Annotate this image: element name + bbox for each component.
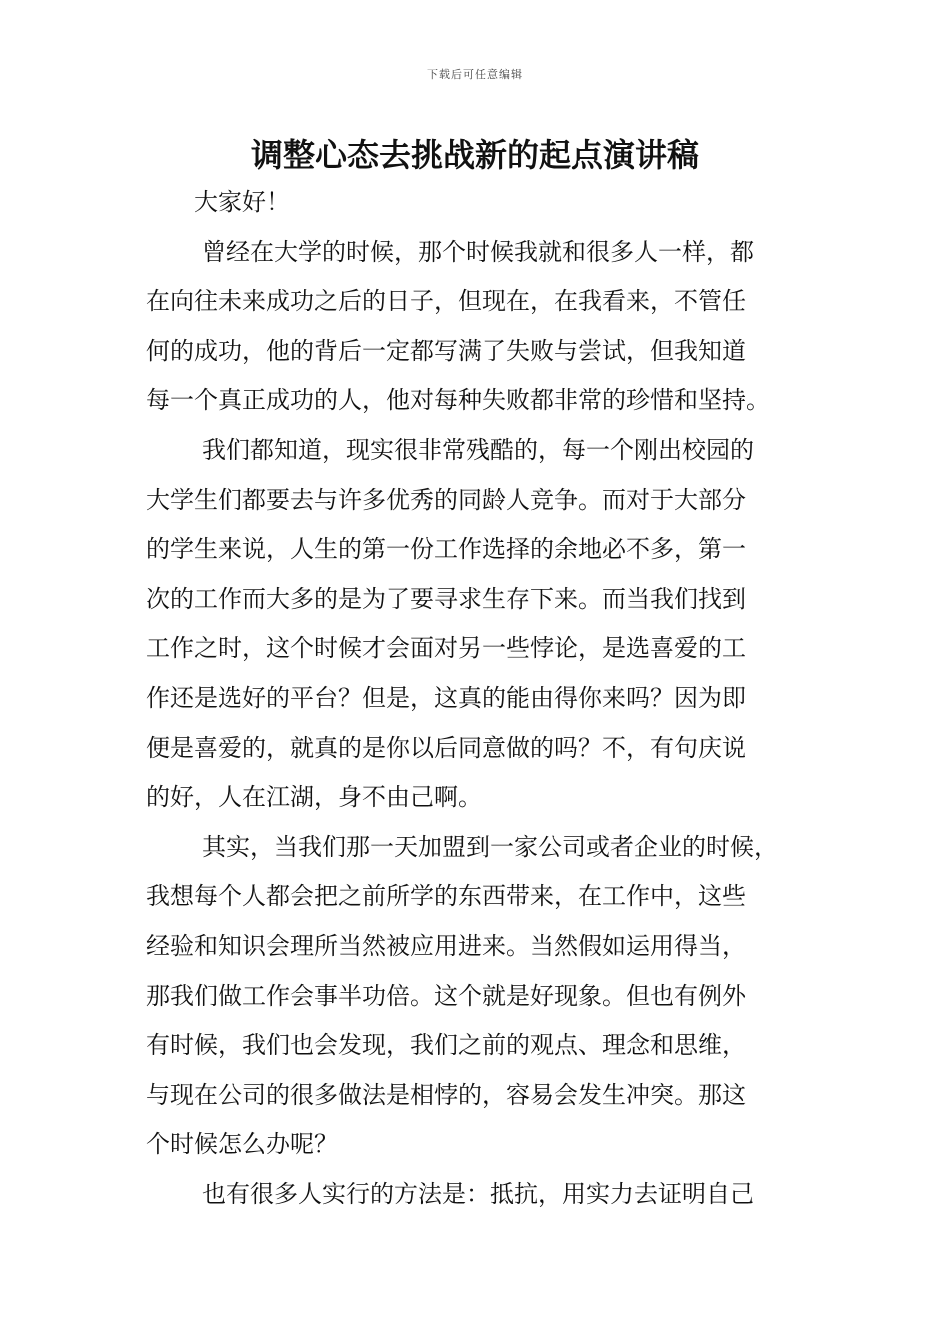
paragraph-line: 的学生来说，人生的第一份工作选择的余地必不多，第一 [146,535,746,564]
paragraph-line: 那我们做工作会事半功倍。这个就是好现象。但也有例外 [146,981,746,1010]
header-note: 下载后可任意编辑 [427,68,523,81]
paragraph-line: 便是喜爱的，就真的是你以后同意做的吗？不，有句庆说 [146,733,746,762]
paragraph-2 [146,426,808,823]
paragraph-line: 曾经在大学的时候，那个时候我就和很多人一样，都 [202,237,754,266]
paragraph-line: 作还是选好的平台？但是，这真的能由得你来吗？因为即 [146,683,746,712]
document-body [146,178,808,1219]
paragraph-line: 大学生们都要去与许多优秀的同龄人竞争。而对于大部分 [146,485,746,514]
greeting-line: 大家好！ [194,188,290,216]
paragraph-line: 与现在公司的很多做法是相悖的，容易会发生冲突。那这 [146,1080,746,1109]
paragraph-line: 次的工作而大多的是为了要寻求生存下来。而当我们找到 [146,584,746,613]
paragraph-line: 有时候，我们也会发现，我们之前的观点、理念和思维， [146,1031,746,1060]
paragraph-line: 在向往未来成功之后的日子，但现在，在我看来，不管任 [146,287,746,316]
paragraph-line: 我们都知道，现实很非常残酷的，每一个刚出校园的 [202,435,754,464]
paragraph-line: 其实，当我们那一天加盟到一家公司或者企业的时候， [202,832,778,861]
paragraph-4 [146,1170,808,1220]
paragraph-3 [146,823,808,1170]
paragraph-line: 何的成功，他的背后一定都写满了失败与尝试，但我知道 [146,336,746,365]
paragraph-line: 经验和知识会理所当然被应用进来。当然假如运用得当， [146,931,746,960]
paragraph-line: 工作之时，这个时候才会面对另一些悖论，是选喜爱的工 [146,634,746,663]
paragraph-1 [146,228,808,426]
paragraph-line: 我想每个人都会把之前所学的东西带来，在工作中，这些 [146,882,746,911]
document-title: 调整心态去挑战新的起点演讲稿 [250,136,699,174]
paragraph-line: 个时候怎么办呢？ [146,1130,338,1159]
paragraph-line: 的好，人在江湖，身不由己啊。 [146,783,482,812]
paragraph-line: 也有很多人实行的方法是：抵抗，用实力去证明自己 [202,1179,754,1208]
paragraph-line: 每一个真正成功的人，他对每种失败都非常的珍惜和坚持。 [146,386,770,415]
